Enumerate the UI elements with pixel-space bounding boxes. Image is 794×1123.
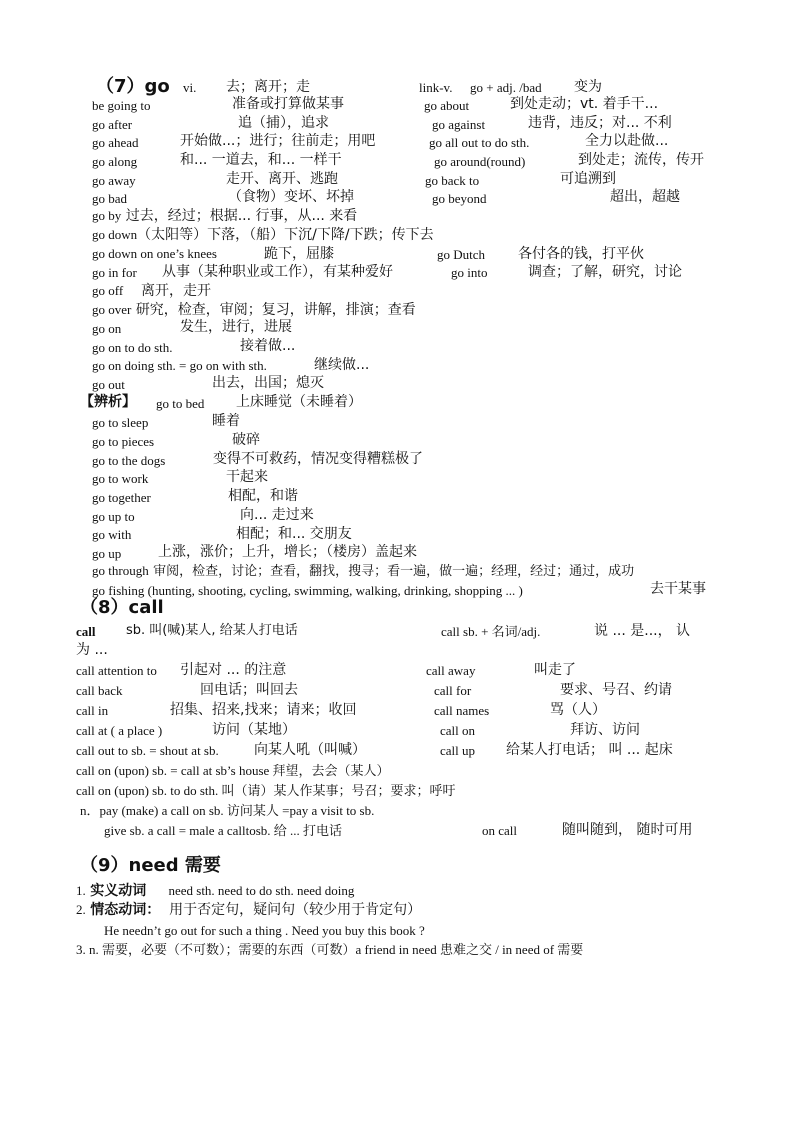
list-item: call on (upon) sb. = call at sb’s house 拜望，去会（某人） [76, 763, 390, 778]
phrase: call in [76, 703, 109, 718]
list-item: n．pay (make) a call on sb. 访问某人 =pay a visit to sb. [80, 803, 375, 818]
meaning: 引起对 ... 的注意 [180, 662, 287, 678]
phrase: go up to [92, 509, 135, 524]
phrase: go up [92, 546, 122, 561]
meaning: 到处走动；vt. 着手干... [510, 96, 659, 112]
meaning: 跪下，屈膝 [264, 246, 334, 262]
meaning: 出去，出国；熄灭 [212, 375, 324, 391]
meaning: 全力以赴做... [585, 133, 669, 149]
phrase: go all out to do sth. [429, 135, 530, 150]
meaning: 干起来 [226, 469, 268, 485]
meaning: 调查；了解，研究，讨论 [528, 264, 682, 280]
meaning: 向... 走过来 [240, 507, 314, 523]
meaning: 准备或打算做某事 [232, 96, 344, 112]
phrase: go in for [92, 265, 137, 280]
list-item: go down（太阳等）下落，（船）下沉/下降/下跌；传下去 [92, 227, 434, 243]
phrase: call names [434, 703, 490, 718]
phrase: go against [432, 117, 486, 132]
meaning: 拜访、访问 [570, 722, 640, 738]
list-item: call on (upon) sb. to do sth. 叫（请）某人作某事；号召；要求；呼吁 [76, 783, 456, 798]
meaning: 变得不可救药，情况变得糟糕极了 [213, 451, 423, 467]
phrase: call attention to [76, 663, 157, 678]
phrase: go with [92, 527, 132, 542]
call-word: call [76, 624, 96, 639]
phrase: go away [92, 173, 136, 188]
meaning: 向某人吼（叫喊） [254, 742, 366, 758]
phrase: go about [424, 98, 470, 113]
meaning: 给某人打电话； 叫 ... 起床 [506, 742, 673, 758]
phrase: go along [92, 154, 138, 169]
section-heading-need: （9）need 需要 [80, 855, 221, 876]
phrase: go to sleep [92, 415, 149, 430]
meaning: 可追溯到 [560, 171, 616, 187]
phrase: go around(round) [434, 154, 526, 169]
phrase: go on doing sth. = go on with sth. [92, 358, 267, 373]
section-heading-go: （7）go [96, 76, 170, 97]
phrase: be going to [92, 98, 151, 113]
phrase: call away [426, 663, 476, 678]
list-item: go down on one’s knees [92, 246, 217, 261]
list-item: go through 审阅，检查，讨论；查看，翻找，搜寻；看一遍，做一遍；经理，经过；通过，成功 [92, 563, 635, 579]
phrase: go to the dogs [92, 453, 166, 468]
meaning: 走开、离开、逃跑 [226, 171, 338, 187]
phrase: call on [440, 723, 476, 738]
meaning: 睡着 [212, 413, 240, 429]
meaning: 相配；和... 交朋友 [236, 526, 352, 542]
meaning: 为 ... [76, 642, 108, 658]
meaning: 随叫随到， 随时可用 [562, 822, 693, 838]
meaning: 到处走；流传，传开 [578, 152, 704, 168]
meaning: sb. 叫(喊)某人, 给某人打电话 [126, 623, 298, 638]
meaning: 回电话；叫回去 [200, 682, 298, 698]
meaning: 招集、招来,找来；请来；收回 [170, 702, 357, 718]
meaning: 追（捕），追求 [238, 115, 329, 131]
list-item: 2. 情态动词： 用于否定句，疑问句（较少用于肯定句） [76, 902, 422, 918]
phrase: go ahead [92, 135, 139, 150]
go-meaning: 去；离开；走 [226, 79, 310, 95]
meaning: 骂（人） [550, 702, 606, 718]
phrase: go on to do sth. [92, 340, 173, 355]
meaning: 各付各的钱，打平伙 [518, 246, 644, 262]
phrase: go fishing (hunting, shooting, cycling, swimming, walking, drinking, shopping ... ) [92, 583, 523, 598]
meaning: 说 ... 是...， 认 [594, 623, 691, 639]
phrase: go together [92, 490, 151, 505]
meaning: 叫走了 [534, 662, 576, 678]
phrase: go to pieces [92, 434, 155, 449]
meaning: 和... 一道去，和... 一样干 [180, 152, 342, 168]
phrase: call up [440, 743, 476, 758]
list-item: go by 过去，经过；根据... 行事，从... 来看 [92, 208, 358, 224]
phrase: call sb. + 名词/adj. [441, 624, 541, 639]
meaning: 相配，和谐 [228, 488, 298, 504]
phrase: go bad [92, 191, 128, 206]
meaning: 要求、号召、约请 [560, 682, 672, 698]
meaning: （食物）变坏、坏掉 [228, 189, 354, 205]
phrase: call for [434, 683, 472, 698]
meaning: 上涨，涨价；上升，增长；（楼房）盖起来 [158, 544, 417, 560]
meaning: 继续做... [314, 357, 370, 373]
phrase: on call [482, 823, 518, 838]
list-item: 3. n. 需要，必要（不可数）；需要的东西（可数）a friend in need 患难之交 / in need of 需要 [76, 942, 584, 957]
meaning: 超出，超越 [610, 189, 680, 205]
phrase: go into [451, 265, 488, 280]
list-item: go off 离开，走开 [92, 283, 211, 299]
phrase: call back [76, 683, 123, 698]
meaning: 接着做... [240, 338, 296, 354]
go-link-meaning: 变为 [574, 79, 602, 95]
go-link-label: link-v. [419, 80, 453, 95]
phrase: go on [92, 321, 122, 336]
phrase: go out [92, 377, 125, 392]
list-item: 1. 实义动词 need sth. need to do sth. need doing [76, 883, 355, 899]
list-item: give sb. a call = male a calltosb. 给 ... 打电话 [104, 823, 343, 838]
phrase: go to bed [156, 396, 205, 411]
phrase: call at ( a place ) [76, 723, 163, 738]
section-heading-call: （8）call [80, 597, 164, 618]
phrase: go Dutch [437, 247, 486, 262]
bianxi-label: 【辨析】 [80, 394, 136, 410]
meaning: 发生，进行，进展 [180, 319, 292, 335]
phrase: call out to sb. = shout at sb. [76, 743, 219, 758]
go-link-pattern: go + adj. /bad [470, 80, 542, 95]
meaning: 破碎 [232, 432, 260, 448]
go-pos: vi. [183, 80, 197, 95]
meaning: 开始做...；进行；往前走；用吧 [180, 133, 376, 149]
meaning: 从事（某种职业或工作），有某种爱好 [162, 264, 393, 280]
list-item: go over 研究，检查，审阅；复习，讲解，排演；查看 [92, 302, 416, 318]
meaning: 去干某事 [650, 581, 706, 597]
meaning: 访问（某地） [212, 722, 296, 738]
phrase: go beyond [432, 191, 487, 206]
example-sentence: He needn’t go out for such a thing . Need you buy this book ? [104, 923, 425, 938]
phrase: go to work [92, 471, 149, 486]
phrase: go after [92, 117, 133, 132]
meaning: 违背，违反；对... 不利 [528, 115, 672, 131]
meaning: 上床睡觉（未睡着） [236, 394, 362, 410]
phrase: go back to [425, 173, 480, 188]
